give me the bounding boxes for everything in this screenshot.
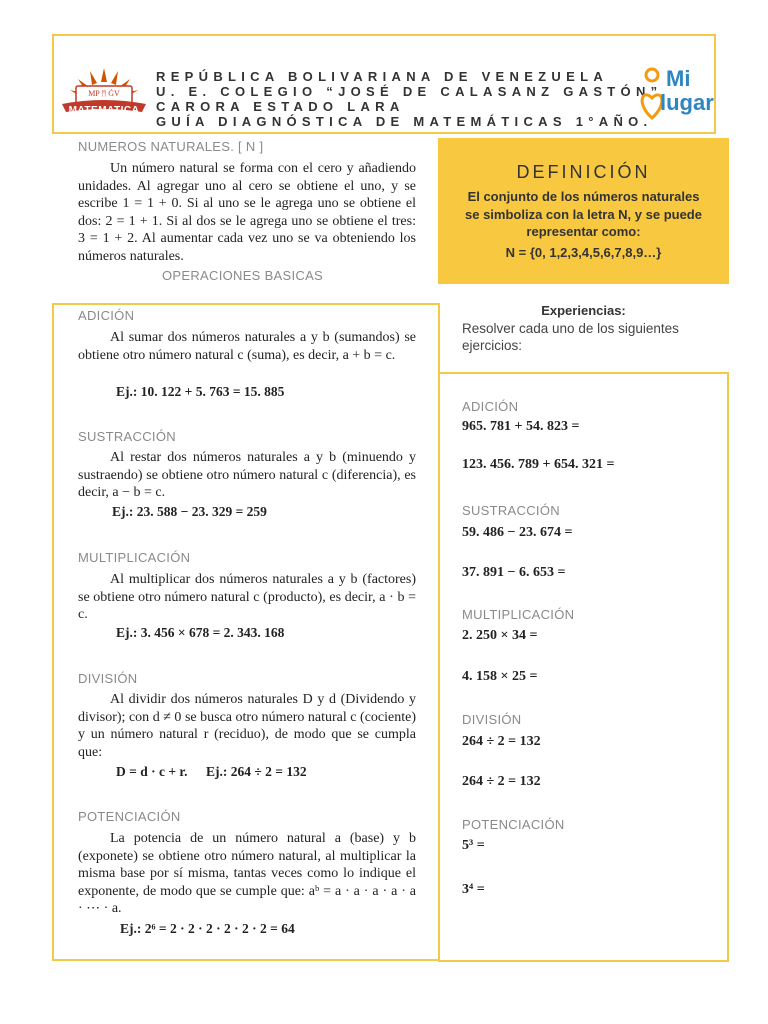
definition-title: DEFINICIÓN <box>516 162 651 182</box>
subtraction-text: Al restar dos números naturales a y b (minuendo y sustraendo) se obtiene otro número natural c (diferencia), es decir, a − b = c. <box>78 450 416 500</box>
subtraction-paragraph <box>78 449 416 502</box>
exercise-subtraction-1: 59. 486 − 23. 674 = <box>462 525 573 540</box>
intro-text: Un número natural se forma con el cero y añadiendo unidades. Al agregar uno al cero se obtiene el uno, y se escribe 1 = 1 + 0. Si al uno se le agrega uno se obtiene el dos: 2 = 1 + 1. Si al dos se le agrega uno se obtiene el tres: 3 = 1 + 2. Al aumentar cada vez uno se va obteniendo los números naturales. <box>78 161 416 264</box>
definition-text: El conjunto de los números naturales se simboliza con la letra N, y se puede representar como: <box>465 189 702 239</box>
division-example: Ej.: 264 ÷ 2 = 132 <box>206 764 307 779</box>
multiplication-title: MULTIPLICACIÓN <box>78 550 191 565</box>
exercise-addition-2: 123. 456. 789 + 654. 321 = <box>462 457 615 472</box>
addition-text: Al sumar dos números naturales a y b (sumandos) se obtiene otro número natural c (suma), es decir, a + b = c. <box>78 330 416 363</box>
power-example: Ej.: 2⁶ = 2 · 2 · 2 · 2 · 2 · 2 = 64 <box>120 921 295 936</box>
division-text: Al dividir dos números naturales D y d (Dividendo y divisor); con d ≠ 0 se busca otro número natural c (cociente) y un número natural r (reciduo), de modo que se cumpla que: <box>78 692 416 760</box>
header-line-country: REPÚBLICA BOLIVARIANA DE VENEZUELA <box>156 69 609 84</box>
intro-title: NUMEROS NATURALES. [ N ] <box>78 139 264 154</box>
exercise-power-2: 3⁴ = <box>462 882 485 897</box>
addition-paragraph <box>78 329 416 364</box>
power-title: POTENCIACIÓN <box>78 809 181 824</box>
header-line-school: U. E. COLEGIO “JOSÉ DE CALASANZ GASTÓN” <box>156 84 663 99</box>
matematica-logo <box>56 62 152 124</box>
experiences-instruction: Resolver cada uno de los siguientes ejercicios: <box>462 321 679 353</box>
power-paragraph <box>78 830 416 918</box>
exercise-division-2: 264 ÷ 2 = 132 <box>462 774 541 789</box>
exercise-addition-1: 965. 781 + 54. 823 = <box>462 419 580 434</box>
subtraction-example: Ej.: 23. 588 − 23. 329 = 259 <box>112 504 267 519</box>
header-line-city: CARORA ESTADO LARA <box>156 99 405 114</box>
exercise-subtraction-2: 37. 891 − 6. 653 = <box>462 565 566 580</box>
division-title: DIVISIÓN <box>78 671 138 686</box>
multiplication-paragraph <box>78 571 416 624</box>
addition-example: Ej.: 10. 122 + 5. 763 = 15. 885 <box>116 384 285 399</box>
header-line-guide: GUÍA DIAGNÓSTICA DE MATEMÁTICAS 1°AÑO. <box>156 114 653 129</box>
exercise-division-title: DIVISIÓN <box>462 712 522 727</box>
logo-mark: MP ᛗ ĠV <box>88 89 120 98</box>
subtraction-title: SUSTRACCIÓN <box>78 429 176 444</box>
power-text: La potencia de un número natural a (base) y b (exponete) se obtiene otro número natural, al multiplicar la misma base por sí misma, tantas veces como lo indique el exponente, de modo que se cumple que: aᵇ = a · a · a · a · a · ⋯ · a. <box>78 831 416 916</box>
multiplication-text: Al multiplicar dos números naturales a y b (factores) se obtiene otro número natural c (producto), es decir, a · b = c. <box>78 572 416 622</box>
experiences-title: Experiencias: <box>541 303 626 318</box>
exercise-multiplication-2: 4. 158 × 25 = <box>462 669 538 684</box>
logo-text: MATEMATICA <box>68 105 140 116</box>
exercise-multiplication-title: MULTIPLICACIÓN <box>462 607 575 622</box>
exercise-multiplication-1: 2. 250 × 34 = <box>462 628 538 643</box>
multiplication-example: Ej.: 3. 456 × 678 = 2. 343. 168 <box>116 625 285 640</box>
mi-lugar-logo <box>638 64 714 124</box>
exercise-subtraction-title: SUSTRACCIÓN <box>462 503 560 518</box>
exercise-power-1: 5³ = <box>462 838 485 853</box>
exercise-power-title: POTENCIACIÓN <box>462 817 565 832</box>
brand-mi: Mi <box>666 66 691 91</box>
intro-paragraph <box>78 160 416 265</box>
addition-title: ADICIÓN <box>78 308 135 323</box>
definition-set: N = {0, 1,2,3,4,5,6,7,8,9…} <box>505 245 662 260</box>
exercise-division-1: 264 ÷ 2 = 132 <box>462 734 541 749</box>
brand-lugar: lugar <box>660 90 714 115</box>
division-formula: D = d · c + r. <box>116 764 188 779</box>
division-paragraph <box>78 691 416 761</box>
operations-title: OPERACIONES BASICAS <box>162 268 324 283</box>
exercise-addition-title: ADICIÓN <box>462 399 519 414</box>
